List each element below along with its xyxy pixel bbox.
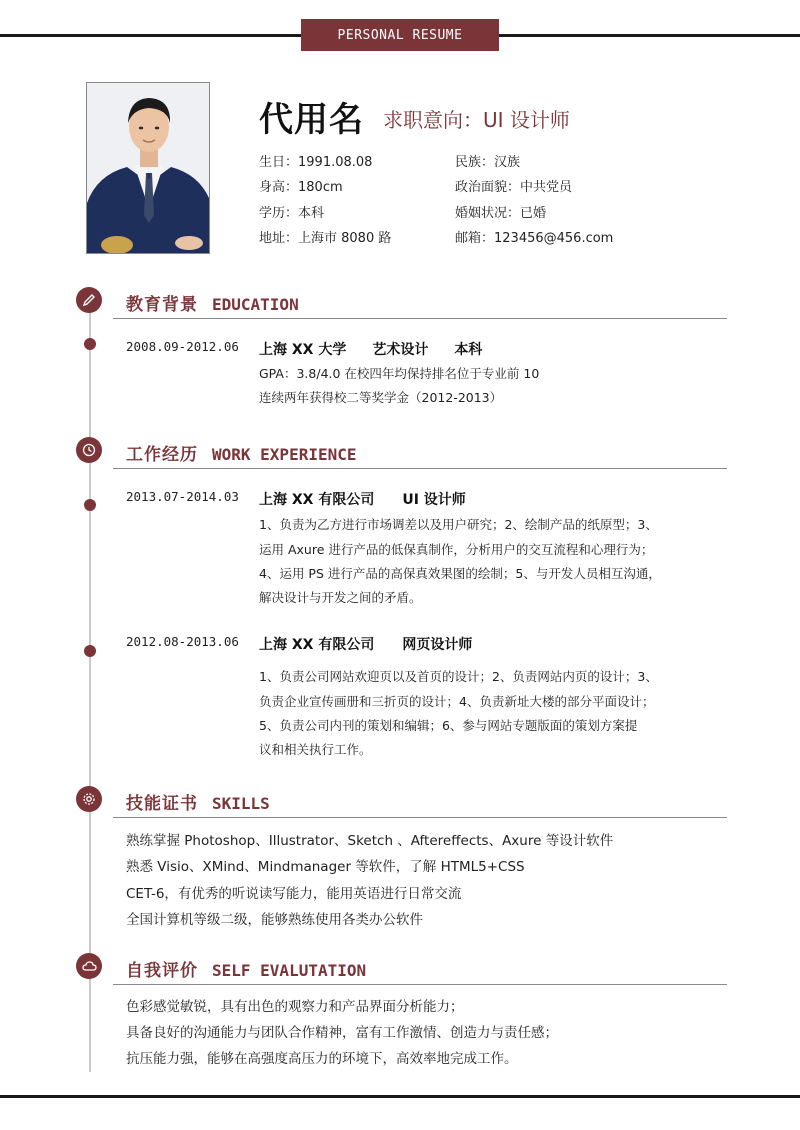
profile-photo (86, 82, 210, 254)
info-marital: 婚姻状况：已婚 (455, 206, 547, 221)
bottom-border-line (0, 1095, 800, 1098)
self-evaluation-line: 抗压能力强，能够在高强度高压力的环境下，高效率地完成工作。 (126, 1051, 518, 1067)
cloud-icon (76, 953, 102, 979)
work-company: 上海 XX 有限公司 (259, 492, 375, 508)
section-title-en: SELF EVALUTATION (212, 961, 367, 980)
section-title-en: WORK EXPERIENCE (212, 445, 357, 464)
info-ethnicity: 民族：汉族 (455, 155, 521, 170)
pencil-icon (76, 287, 102, 313)
section-title-skills (126, 789, 270, 814)
section-title-cn: 技能证书 (126, 794, 198, 814)
info-address: 地址：上海市 8080 路 (259, 231, 392, 246)
education-major: 艺术设计 (372, 342, 429, 358)
profile-photo-illustration (87, 83, 210, 254)
education-school: 上海 XX 大学 (259, 342, 347, 358)
work-line: 议和相关执行工作。 (259, 742, 372, 757)
section-divider (113, 318, 727, 319)
skills-line: 熟练掌握 Photoshop、Illustrator、Sketch 、Aftereffects、Axure 等设计软件 (126, 833, 614, 849)
info-political: 政治面貌：中共党员 (455, 180, 573, 195)
timeline-dot (84, 645, 96, 657)
timeline-dot (84, 499, 96, 511)
education-header (259, 339, 482, 359)
skills-line: 全国计算机等级二级，能够熟练使用各类办公软件 (126, 912, 423, 928)
section-title-en: EDUCATION (212, 295, 299, 314)
education-degree: 本科 (454, 342, 483, 358)
section-title-cn: 工作经历 (126, 445, 198, 465)
gear-icon (76, 786, 102, 812)
work-date: 2013.07-2014.03 (126, 489, 239, 504)
info-email: 邮箱：123456@456.com (455, 231, 614, 246)
info-height: 身高：180cm (259, 180, 343, 195)
section-title-cn: 教育背景 (126, 295, 198, 315)
timeline-dot (84, 338, 96, 350)
self-evaluation-line: 具备良好的沟通能力与团队合作精神，富有工作激情、创造力与责任感； (126, 1025, 558, 1041)
job-objective: 求职意向：UI 设计师 (383, 108, 570, 132)
work-line: 负责企业宣传画册和三折页的设计；4、负责新址大楼的部分平面设计； (259, 694, 655, 709)
section-title-work (126, 440, 357, 465)
work-header (259, 634, 472, 654)
work-role: UI 设计师 (402, 492, 466, 508)
work-role: 网页设计师 (402, 637, 473, 653)
education-line: GPA：3.8/4.0 在校四年均保持排名位于专业前 10 (259, 366, 540, 381)
section-divider (113, 817, 727, 818)
info-birth: 生日：1991.08.08 (259, 155, 373, 170)
section-title-education (126, 290, 299, 315)
section-title-en: SKILLS (212, 794, 270, 813)
clock-icon (76, 437, 102, 463)
section-title-cn: 自我评价 (126, 961, 198, 981)
work-line: 5、负责公司内刊的策划和编辑；6、参与网站专题版面的策划方案提 (259, 718, 638, 733)
education-date: 2008.09-2012.06 (126, 339, 239, 354)
info-education: 学历：本科 (259, 206, 325, 221)
section-title-self (126, 956, 366, 981)
work-header (259, 489, 466, 509)
section-divider (113, 984, 727, 985)
work-company: 上海 XX 有限公司 (259, 637, 375, 653)
work-line: 解决设计与开发之间的矛盾。 (259, 590, 422, 605)
resume-banner: PERSONAL RESUME (301, 19, 499, 51)
education-line: 连续两年获得校二等奖学金（2012-2013） (259, 390, 503, 405)
work-line: 1、负责为乙方进行市场调差以及用户研究；2、绘制产品的纸原型；3、 (259, 517, 658, 532)
self-evaluation-line: 色彩感觉敏锐，具有出色的观察力和产品界面分析能力； (126, 999, 464, 1015)
work-line: 4、运用 PS 进行产品的高保真效果图的绘制；5、与开发人员相互沟通， (259, 566, 661, 581)
skills-line: 熟悉 Visio、XMind、Mindmanager 等软件，了解 HTML5+CSS (126, 859, 525, 875)
work-line: 1、负责公司网站欢迎页以及首页的设计；2、负责网站内页的设计；3、 (259, 669, 658, 684)
candidate-name: 代用名 (259, 100, 364, 140)
work-date: 2012.08-2013.06 (126, 634, 239, 649)
section-divider (113, 468, 727, 469)
skills-line: CET-6，有优秀的听说读写能力，能用英语进行日常交流 (126, 886, 462, 902)
work-line: 运用 Axure 进行产品的低保真制作，分析用户的交互流程和心理行为； (259, 542, 654, 557)
